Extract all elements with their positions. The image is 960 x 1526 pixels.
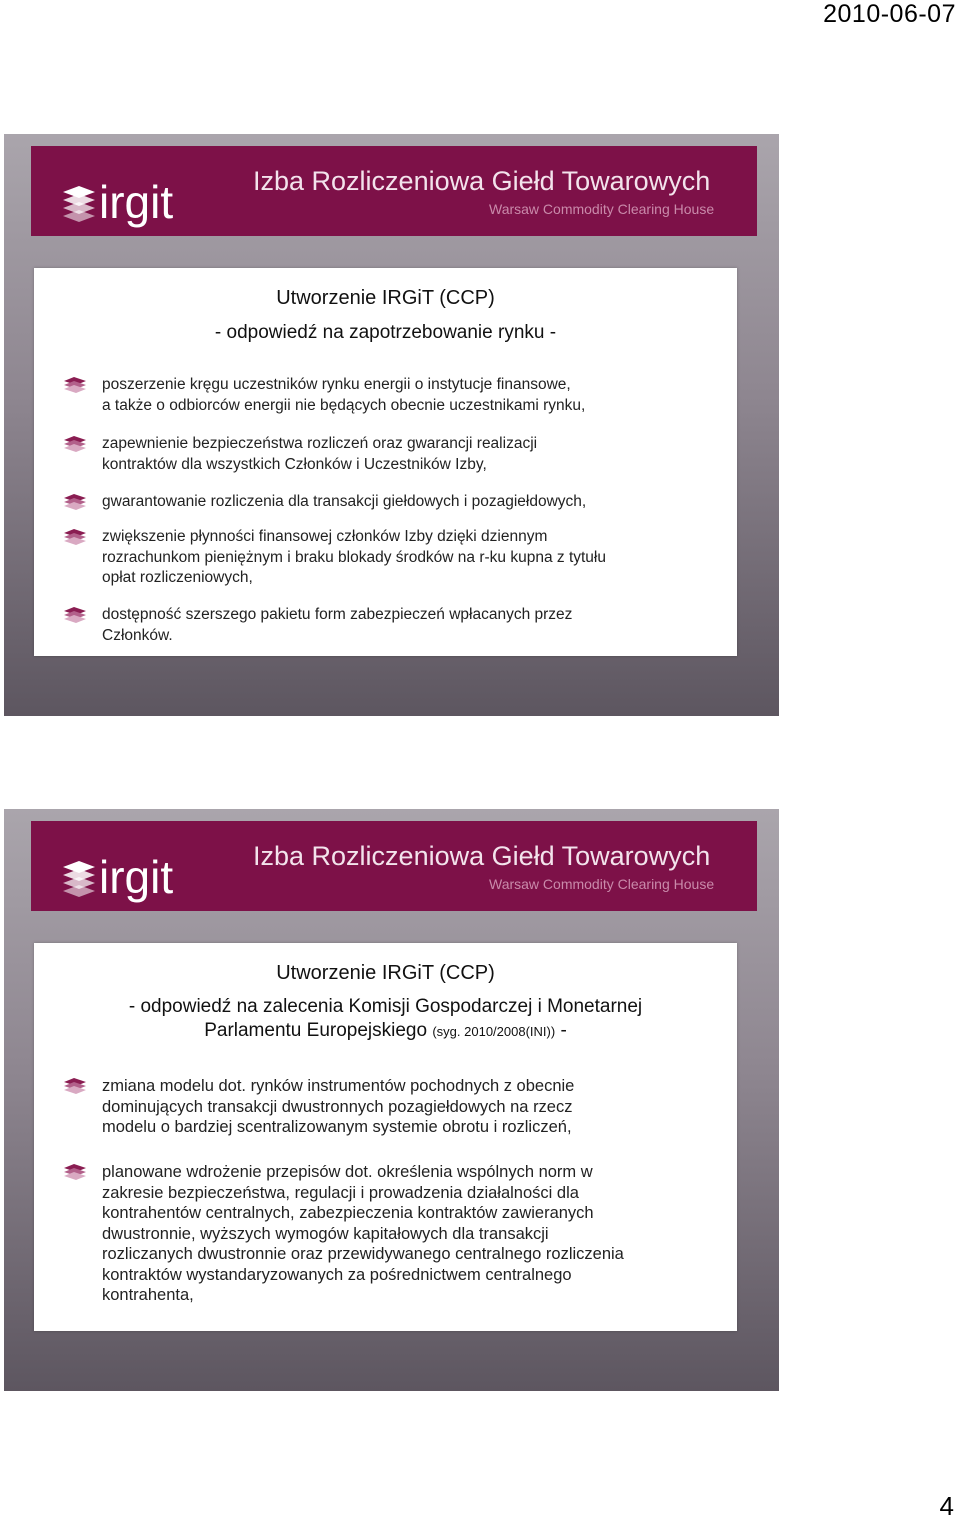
- bullet-icon: [64, 529, 86, 545]
- slide-1: [4, 134, 779, 716]
- reference-code: (syg. 2010/2008(INI)): [432, 1024, 556, 1039]
- slide-subtitle: - odpowiedź na zapotrzebowanie rynku -: [214, 322, 557, 343]
- irgit-logo: [61, 172, 251, 232]
- slide-subtitle-line2: Parlamentu Europejskiego (syg. 2010/2008(INI)) -: [204, 1020, 567, 1041]
- slide-content: [34, 943, 737, 1331]
- bullet-icon: [64, 607, 86, 623]
- page-date: 2010-06-07: [823, 0, 956, 28]
- slide-subtitle: - odpowiedź na zalecenia Komisji Gospodarczej i Monetarnej: [128, 996, 643, 1017]
- banner-title: Izba Rozliczeniowa Giełd Towarowych: [253, 166, 711, 196]
- slide-banner: [31, 821, 757, 911]
- list-item: zwiększenie płynności finansowej członków Izby dzięki dziennym rozrachunkom pieniężnym i braku blokady środków na r-ku kupna z tytułu opłat rozliczeniowych,: [102, 527, 722, 589]
- banner-title: Izba Rozliczeniowa Giełd Towarowych: [253, 841, 711, 871]
- list-item: zmiana modelu dot. rynków instrumentów pochodnych z obecnie dominujących transakcji dwustronnych pozagiełdowych na rzecz modelu o bardziej scentralizowanym systemie obrotu i rozliczeń,: [102, 1076, 722, 1138]
- list-item: planowane wdrożenie przepisów dot. określenia wspólnych norm w zakresie bezpieczeństwa, regulacji i prowadzenia działalności dla kontrahentów centralnych, zabezpieczenia kontraktów zawieranych dwustronnie, wyższych wymogów kapitałowych dla transakcji rozliczanych dwustronnie oraz przewidywanego centralnego rozliczenia kontraktów wystandaryzowanych za pośrednictwem centralnego kontrahenta,: [102, 1162, 722, 1306]
- bullet-icon: [64, 436, 86, 452]
- list-item: dostępność szerszego pakietu form zabezpieczeń wpłacanych przez Członków.: [102, 605, 722, 646]
- slide-2: [4, 809, 779, 1391]
- bullet-icon: [64, 494, 86, 510]
- bullet-icon: [64, 377, 86, 393]
- list-item: gwarantowanie rozliczenia dla transakcji giełdowych i pozagiełdowych,: [102, 492, 722, 513]
- bullet-icon: [64, 1078, 86, 1094]
- irgit-logo: [61, 847, 251, 907]
- bullet-icon: [64, 1164, 86, 1180]
- slide-title: Utworzenie IRGiT (CCP): [276, 287, 495, 309]
- slide-content: [34, 268, 737, 656]
- list-item: zapewnienie bezpieczeństwa rozliczeń oraz gwarancji realizacji kontraktów dla wszystkich Członków i Uczestników Izby,: [102, 434, 722, 475]
- banner-subtitle: Warsaw Commodity Clearing House: [489, 876, 715, 892]
- slide-title: Utworzenie IRGiT (CCP): [276, 962, 495, 984]
- banner-subtitle: Warsaw Commodity Clearing House: [489, 201, 715, 217]
- svg-text:irgit: irgit: [99, 851, 174, 903]
- svg-text:irgit: irgit: [99, 176, 174, 228]
- slide-banner: [31, 146, 757, 236]
- list-item: poszerzenie kręgu uczestników rynku energii o instytucje finansowe, a także o odbiorców energii nie będących obecnie uczestnikami rynku,: [102, 375, 722, 416]
- page-number: 4: [939, 1491, 954, 1521]
